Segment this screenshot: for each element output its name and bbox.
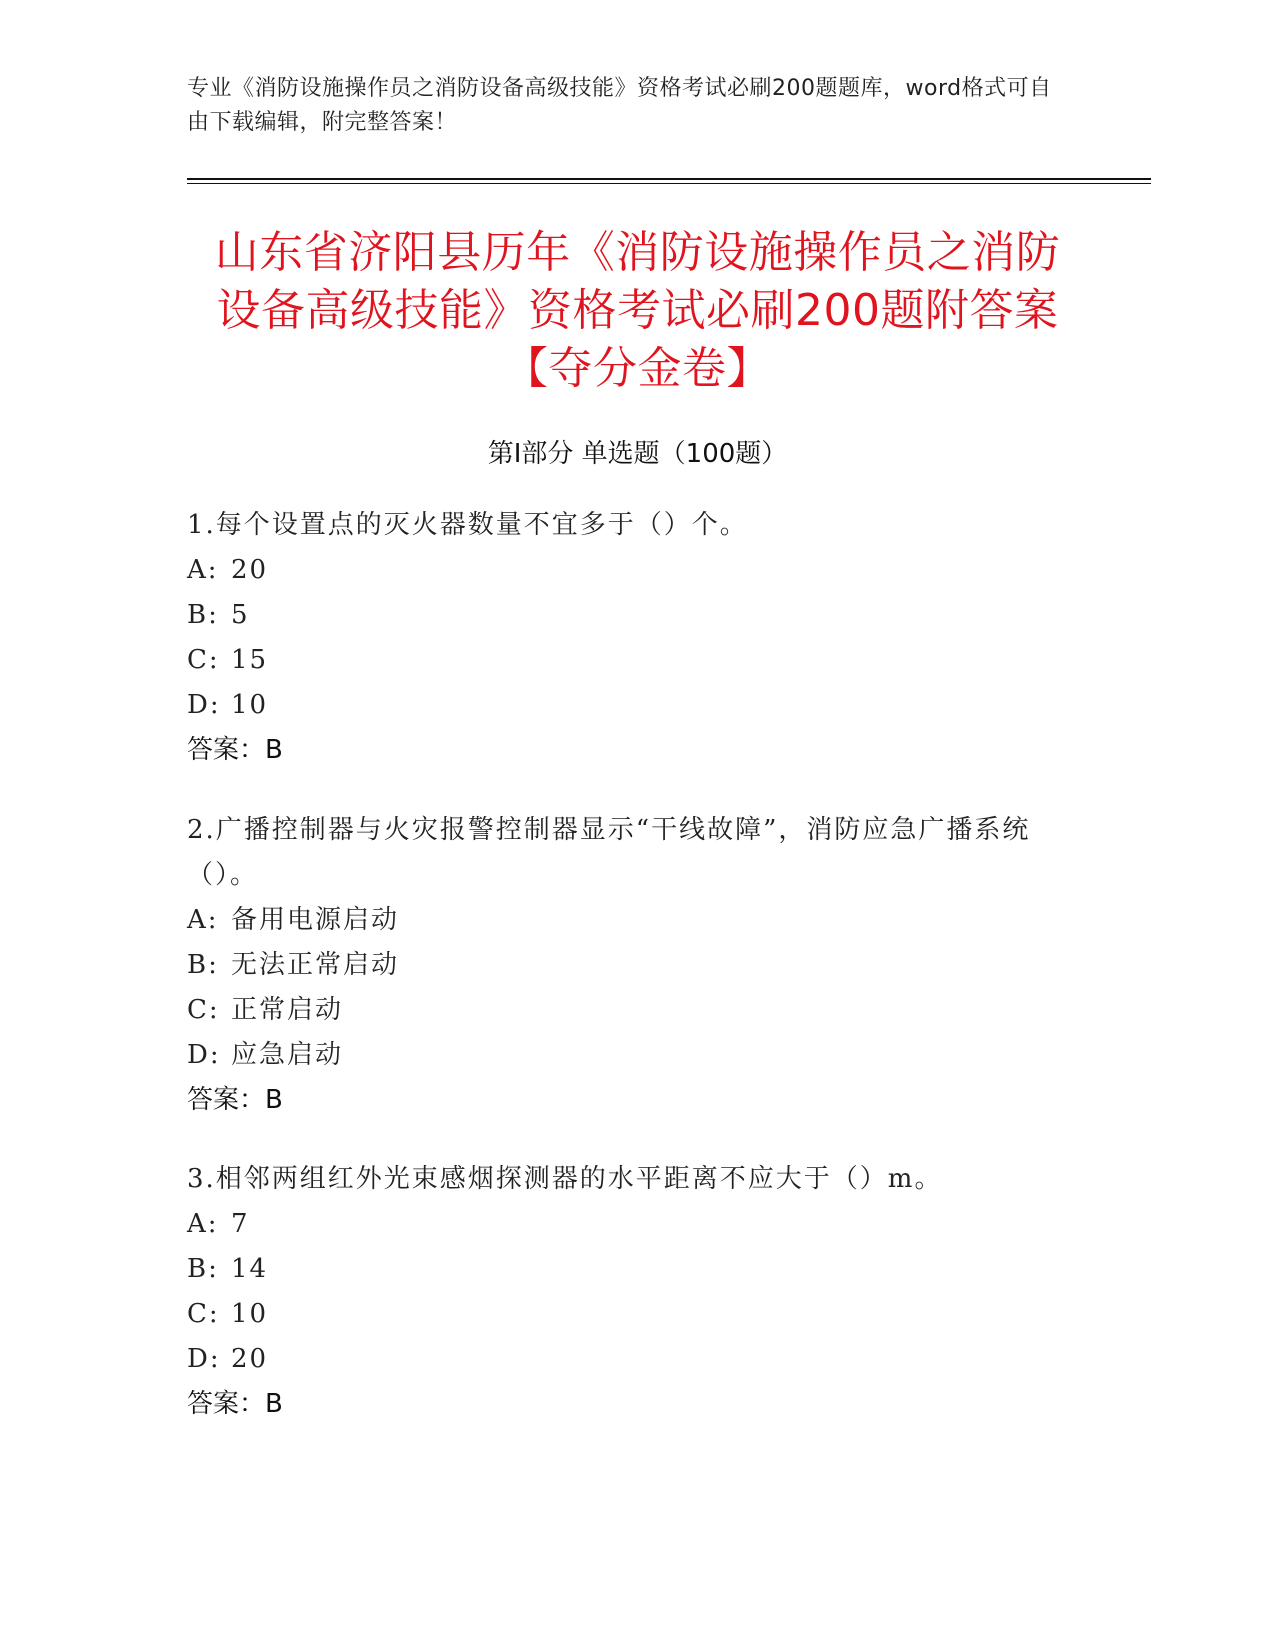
option-text: 10 — [231, 1299, 269, 1329]
question-option-a — [187, 548, 1067, 593]
option-letter: C: — [187, 995, 220, 1025]
question-option-b — [187, 593, 1067, 638]
option-letter: A: — [187, 1209, 219, 1239]
option-letter: C: — [187, 645, 220, 675]
question-option-c — [187, 638, 1067, 683]
option-letter: A: — [187, 905, 219, 935]
option-text: 10 — [231, 690, 269, 720]
question-answer: 答案：B — [187, 1389, 283, 1419]
question-2 — [187, 808, 1067, 1123]
section-title: 第Ⅰ部分 单选题（100题） — [487, 439, 788, 469]
question-option-b — [187, 1247, 1067, 1292]
question-option-b — [187, 943, 1067, 988]
question-option-d — [187, 683, 1067, 728]
option-letter: B: — [187, 1254, 219, 1284]
option-text: 无法正常启动 — [231, 950, 400, 980]
option-text: 15 — [231, 645, 269, 675]
option-text: 备用电源启动 — [231, 905, 400, 935]
document-title — [187, 224, 1088, 398]
question-stem: 3.相邻两组红外光束感烟探测器的水平距离不应大于（）m。 — [187, 1164, 943, 1194]
option-letter: D: — [187, 1040, 221, 1070]
option-letter: D: — [187, 690, 221, 720]
header-divider-thick — [187, 178, 1151, 180]
question-stem: 2.广播控制器与火灾报警控制器显示“干线故障”，消防应急广播系统（）。 — [187, 815, 1031, 890]
question-3 — [187, 1157, 1067, 1427]
option-letter: B: — [187, 950, 219, 980]
option-text: 正常启动 — [231, 995, 344, 1025]
question-option-a — [187, 898, 1067, 943]
question-answer: 答案：B — [187, 1085, 283, 1115]
document-title-line-3: 【夺分金卷】 — [504, 343, 771, 394]
question-1 — [187, 503, 1067, 773]
question-answer: 答案：B — [187, 735, 283, 765]
document-title-line-2: 设备高级技能》资格考试必刷200题附答案 — [216, 285, 1059, 336]
question-option-c — [187, 1292, 1067, 1337]
header-note: 专业《消防设施操作员之消防设备高级技能》资格考试必刷200题题库，word格式可自由下载编辑，附完整答案！ — [187, 76, 1052, 135]
option-text: 5 — [231, 600, 250, 630]
option-letter: C: — [187, 1299, 220, 1329]
question-option-a — [187, 1202, 1067, 1247]
question-stem: 1.每个设置点的灭火器数量不宜多于（）个。 — [187, 510, 748, 540]
question-option-c — [187, 988, 1067, 1033]
option-letter: A: — [187, 555, 219, 585]
option-letter: B: — [187, 600, 219, 630]
question-option-d — [187, 1033, 1067, 1078]
option-text: 14 — [231, 1254, 269, 1284]
option-text: 7 — [231, 1209, 250, 1239]
option-text: 应急启动 — [231, 1040, 344, 1070]
question-option-d — [187, 1337, 1067, 1382]
option-text: 20 — [231, 555, 269, 585]
option-text: 20 — [231, 1344, 269, 1374]
document-title-line-1: 山东省济阳县历年《消防设施操作员之消防 — [214, 227, 1061, 278]
option-letter: D: — [187, 1344, 221, 1374]
header-divider-thin — [187, 183, 1151, 184]
